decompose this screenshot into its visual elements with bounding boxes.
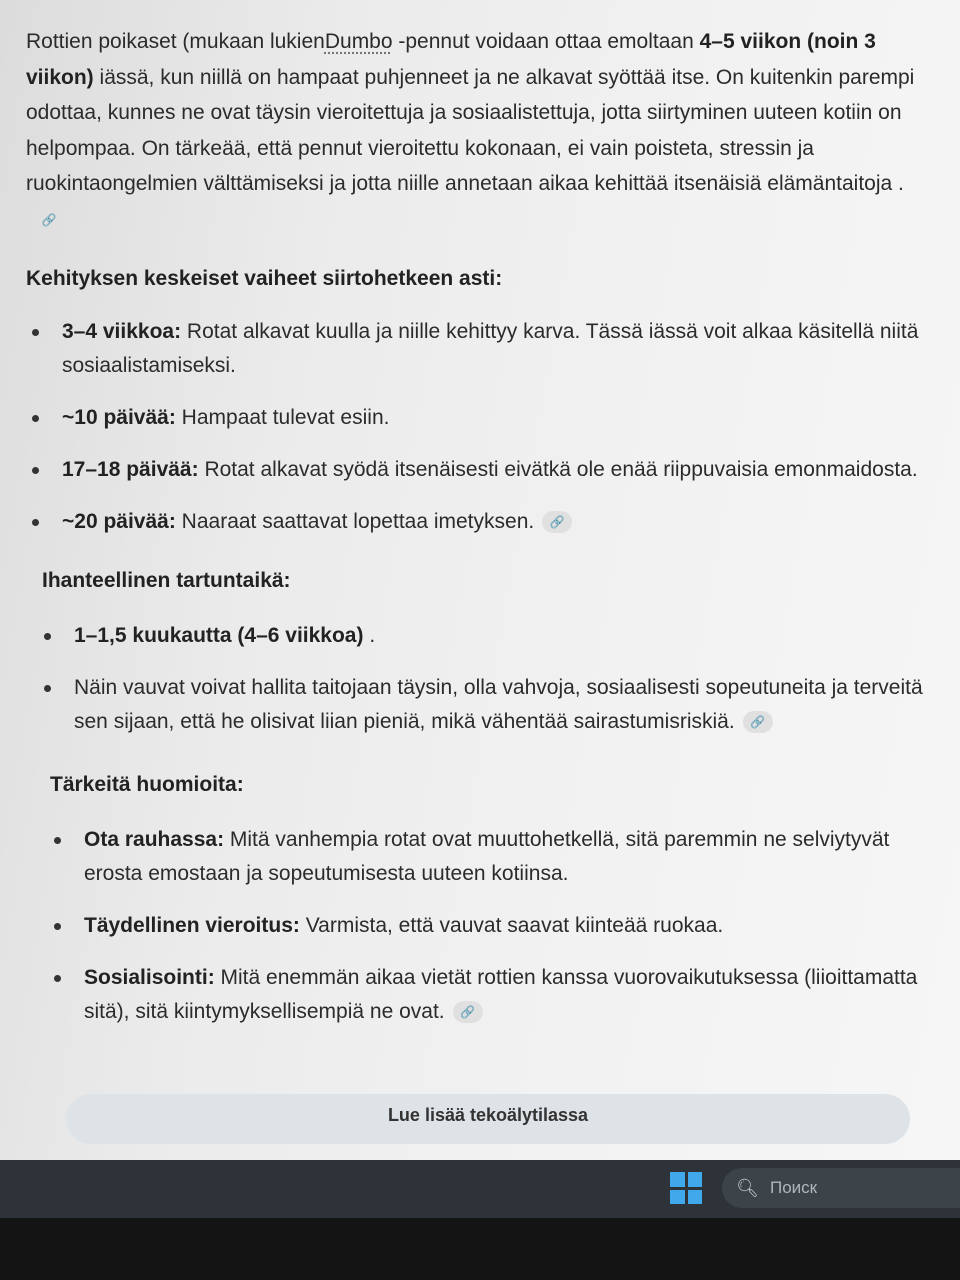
bullet (32, 467, 39, 474)
link-icon[interactable]: 🔗 (743, 711, 773, 733)
taskbar-search-input[interactable] (722, 1168, 960, 1208)
bullet (32, 329, 39, 336)
list-item: Ota rauhassa: Mitä vanhempia rotat ovat muuttohetkellä, sitä paremmin ne selviytyvät erosta emostaan ja sopeutumisesta uuteen kotiinsa. (84, 823, 936, 891)
ai-mode-button[interactable]: Lue lisää tekoälytilassa (66, 1094, 910, 1144)
list-item: ~20 päivää: Naaraat saattavat lopettaa imetyksen. 🔗 (62, 505, 936, 539)
windows-start-icon[interactable] (670, 1172, 702, 1204)
bullet (54, 975, 61, 982)
list-item: 1–1,5 kuukautta (4–6 viikkoa) . (74, 619, 936, 653)
link-icon[interactable]: 🔗 (34, 209, 64, 231)
bullet (32, 415, 39, 422)
monitor-bezel (0, 1218, 960, 1280)
ai-overview-content (26, 24, 936, 1029)
list-item: Näin vauvat voivat hallita taitojaan täysin, olla vahvoja, sosiaalisesti sopeutuneita ja terveitä sen sijaan, että he olisivat liian pieniä, mikä vähentää sairastumisriskiä. 🔗 (74, 671, 936, 739)
search-icon: 🔍︎ (736, 1178, 759, 1198)
list-item: Sosialisointi: Mitä enemmän aikaa vietät rottien kanssa vuorovaikutuksessa (liioittamatta sitä), sitä kiintymyksellisempiä ne ovat. 🔗 (84, 961, 936, 1029)
intro-text-3: iässä, kun niillä on hampaat puhjenneet ja ne alkavat syöttää itse. On kuitenkin parempi odottaa, kunnes ne ovat täysin vieroitettuja ja sosiaalistettuja, jotta siirtyminen uuteen kotiin on helpompaa. On tärkeää, että pennut vieroitettu kokonaan, ei vain poisteta, stressin ja ruokintaongelmien välttämiseksi ja jotta niille annetaan aikaa kehittää itsenäisiä elämäntaitoja . (26, 65, 915, 195)
list-item: ~10 päivää: Hampaat tulevat esiin. (62, 401, 936, 435)
intro-bold-age: 4–5 viikon (noin 3 viikon) (26, 30, 876, 89)
section-heading-notes: Tärkeitä huomioita: (50, 773, 244, 796)
intro-paragraph (26, 24, 936, 237)
ideal-age-list (74, 619, 936, 739)
list-item: Täydellinen vieroitus: Varmista, että vauvat saavat kiinteää ruokaa. (84, 909, 936, 943)
link-icon[interactable]: 🔗 (453, 1001, 483, 1023)
search-placeholder: Поиск (770, 1178, 818, 1197)
bullet (44, 633, 51, 640)
intro-text-2: -pennut voidaan ottaa emoltaan (392, 30, 700, 53)
bullet (54, 923, 61, 930)
bullet (44, 685, 51, 692)
list-item: 17–18 päivää: Rotat alkavat syödä itsenäisesti eivätkä ole enää riippuvaisia emonmaidosta. (62, 453, 936, 487)
bullet (54, 837, 61, 844)
bullet (32, 519, 39, 526)
intro-text-1: Rottien poikaset (mukaan lukien (26, 30, 325, 53)
link-icon[interactable]: 🔗 (542, 511, 572, 533)
list-item: 3–4 viikkoa: Rotat alkavat kuulla ja niille kehittyy karva. Tässä iässä voit alkaa käsitellä niitä sosiaalistamiseksi. (62, 315, 936, 383)
section-heading-stages: Kehityksen keskeiset vaiheet siirtohetkeen asti: (26, 267, 503, 290)
stages-list (62, 315, 936, 539)
section-heading-ideal-age: Ihanteellinen tartuntaikä: (42, 569, 291, 592)
dumbo-link[interactable]: Dumbo (324, 30, 393, 53)
notes-list (84, 823, 936, 1029)
